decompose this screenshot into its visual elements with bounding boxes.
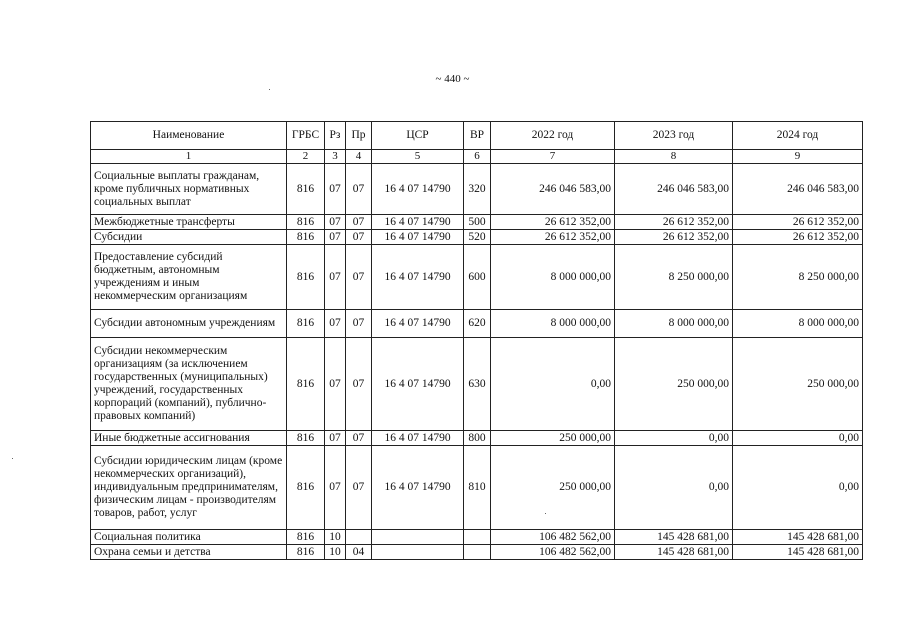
row-rz: 07: [325, 431, 346, 446]
table-row: [91, 431, 863, 446]
row-2022: 106 482 562,00: [491, 545, 615, 560]
row-2022: 26 612 352,00: [491, 215, 615, 230]
row-rz: 07: [325, 310, 346, 338]
row-name: Субсидии некоммерческим организациям (за исключением государственных (муниципальных) учреждений, государственных корпораций (компаний), публично-правовых компаний): [91, 338, 287, 431]
row-grbs: 816: [287, 215, 325, 230]
row-2024: 0,00: [733, 431, 863, 446]
table-row: [91, 446, 863, 530]
row-2022: 246 046 583,00: [491, 164, 615, 215]
row-2023: 0,00: [615, 446, 733, 530]
row-vr: 500: [464, 215, 491, 230]
table-row: [91, 530, 863, 545]
row-csr: 16 4 07 14790: [372, 230, 464, 245]
column-number: 5: [372, 150, 464, 164]
header-2024: 2024 год: [733, 122, 863, 150]
row-2023: 246 046 583,00: [615, 164, 733, 215]
row-vr: [464, 545, 491, 560]
row-grbs: 816: [287, 530, 325, 545]
row-vr: 520: [464, 230, 491, 245]
row-name: Межбюджетные трансферты: [91, 215, 287, 230]
row-vr: 600: [464, 245, 491, 310]
row-name: Иные бюджетные ассигнования: [91, 431, 287, 446]
row-2024: 26 612 352,00: [733, 230, 863, 245]
row-2023: 8 250 000,00: [615, 245, 733, 310]
row-pr: [346, 530, 372, 545]
row-vr: 800: [464, 431, 491, 446]
header-name: Наименование: [91, 122, 287, 150]
row-grbs: 816: [287, 230, 325, 245]
row-2022: 106 482 562,00: [491, 530, 615, 545]
row-csr: 16 4 07 14790: [372, 446, 464, 530]
row-csr: [372, 545, 464, 560]
table-row: [91, 164, 863, 215]
row-rz: 10: [325, 530, 346, 545]
table-row: [91, 230, 863, 245]
scan-speck: [12, 458, 13, 459]
row-grbs: 816: [287, 338, 325, 431]
row-2023: 145 428 681,00: [615, 530, 733, 545]
row-2023: 250 000,00: [615, 338, 733, 431]
header-rz: Рз: [325, 122, 346, 150]
row-2022: 8 000 000,00: [491, 245, 615, 310]
row-name: Охрана семьи и детства: [91, 545, 287, 560]
row-csr: 16 4 07 14790: [372, 310, 464, 338]
row-grbs: 816: [287, 310, 325, 338]
row-rz: 07: [325, 164, 346, 215]
row-2024: 8 000 000,00: [733, 310, 863, 338]
column-number-row: [91, 150, 863, 164]
row-2022: 26 612 352,00: [491, 230, 615, 245]
scan-speck: [545, 513, 546, 514]
row-2024: 145 428 681,00: [733, 530, 863, 545]
row-2024: 8 250 000,00: [733, 245, 863, 310]
row-csr: 16 4 07 14790: [372, 338, 464, 431]
row-2023: 26 612 352,00: [615, 230, 733, 245]
row-pr: 07: [346, 431, 372, 446]
column-number: 4: [346, 150, 372, 164]
budget-table: [90, 121, 863, 560]
row-pr: 07: [346, 230, 372, 245]
row-2024: 26 612 352,00: [733, 215, 863, 230]
row-2022: 250 000,00: [491, 446, 615, 530]
row-csr: 16 4 07 14790: [372, 164, 464, 215]
header-grbs: ГРБС: [287, 122, 325, 150]
row-pr: 07: [346, 446, 372, 530]
row-name: Субсидии автономным учреждениям: [91, 310, 287, 338]
row-grbs: 816: [287, 545, 325, 560]
row-grbs: 816: [287, 164, 325, 215]
row-grbs: 816: [287, 431, 325, 446]
column-number: 2: [287, 150, 325, 164]
row-vr: 630: [464, 338, 491, 431]
row-name: Субсидии юридическим лицам (кроме некоммерческих организаций), индивидуальным предпринимателям, физическим лицам - производителям товаров, работ, услуг: [91, 446, 287, 530]
row-pr: 07: [346, 215, 372, 230]
row-rz: 07: [325, 215, 346, 230]
column-number: 7: [491, 150, 615, 164]
row-pr: 07: [346, 338, 372, 431]
row-name: Социальные выплаты гражданам, кроме публичных нормативных социальных выплат: [91, 164, 287, 215]
row-vr: 320: [464, 164, 491, 215]
row-pr: 07: [346, 164, 372, 215]
header-csr: ЦСР: [372, 122, 464, 150]
row-2024: 145 428 681,00: [733, 545, 863, 560]
table-row: [91, 245, 863, 310]
row-vr: 620: [464, 310, 491, 338]
row-name: Субсидии: [91, 230, 287, 245]
row-name: Предоставление субсидий бюджетным, автономным учреждениям и иным некоммерческим организациям: [91, 245, 287, 310]
row-csr: 16 4 07 14790: [372, 245, 464, 310]
row-rz: 07: [325, 338, 346, 431]
scan-speck: [269, 89, 270, 90]
row-2022: 0,00: [491, 338, 615, 431]
header-2022: 2022 год: [491, 122, 615, 150]
row-2023: 26 612 352,00: [615, 215, 733, 230]
row-2024: 246 046 583,00: [733, 164, 863, 215]
row-pr: 07: [346, 310, 372, 338]
column-number: 3: [325, 150, 346, 164]
row-grbs: 816: [287, 446, 325, 530]
table-row: [91, 545, 863, 560]
column-number: 6: [464, 150, 491, 164]
page-number: ~ 440 ~: [435, 73, 470, 85]
row-csr: 16 4 07 14790: [372, 215, 464, 230]
row-2024: 0,00: [733, 446, 863, 530]
column-number: 1: [91, 150, 287, 164]
row-pr: 04: [346, 545, 372, 560]
row-rz: 07: [325, 245, 346, 310]
row-2022: 8 000 000,00: [491, 310, 615, 338]
row-rz: 07: [325, 446, 346, 530]
row-2023: 0,00: [615, 431, 733, 446]
header-row: [91, 122, 863, 150]
row-csr: [372, 530, 464, 545]
row-vr: 810: [464, 446, 491, 530]
row-grbs: 816: [287, 245, 325, 310]
row-2024: 250 000,00: [733, 338, 863, 431]
table-row: [91, 310, 863, 338]
row-name: Социальная политика: [91, 530, 287, 545]
table-row: [91, 338, 863, 431]
row-pr: 07: [346, 245, 372, 310]
row-2023: 8 000 000,00: [615, 310, 733, 338]
header-pr: Пр: [346, 122, 372, 150]
row-rz: 10: [325, 545, 346, 560]
header-2023: 2023 год: [615, 122, 733, 150]
row-vr: [464, 530, 491, 545]
column-number: 9: [733, 150, 863, 164]
row-csr: 16 4 07 14790: [372, 431, 464, 446]
column-number: 8: [615, 150, 733, 164]
table-row: [91, 215, 863, 230]
row-2022: 250 000,00: [491, 431, 615, 446]
row-rz: 07: [325, 230, 346, 245]
row-2023: 145 428 681,00: [615, 545, 733, 560]
header-vr: ВР: [464, 122, 491, 150]
